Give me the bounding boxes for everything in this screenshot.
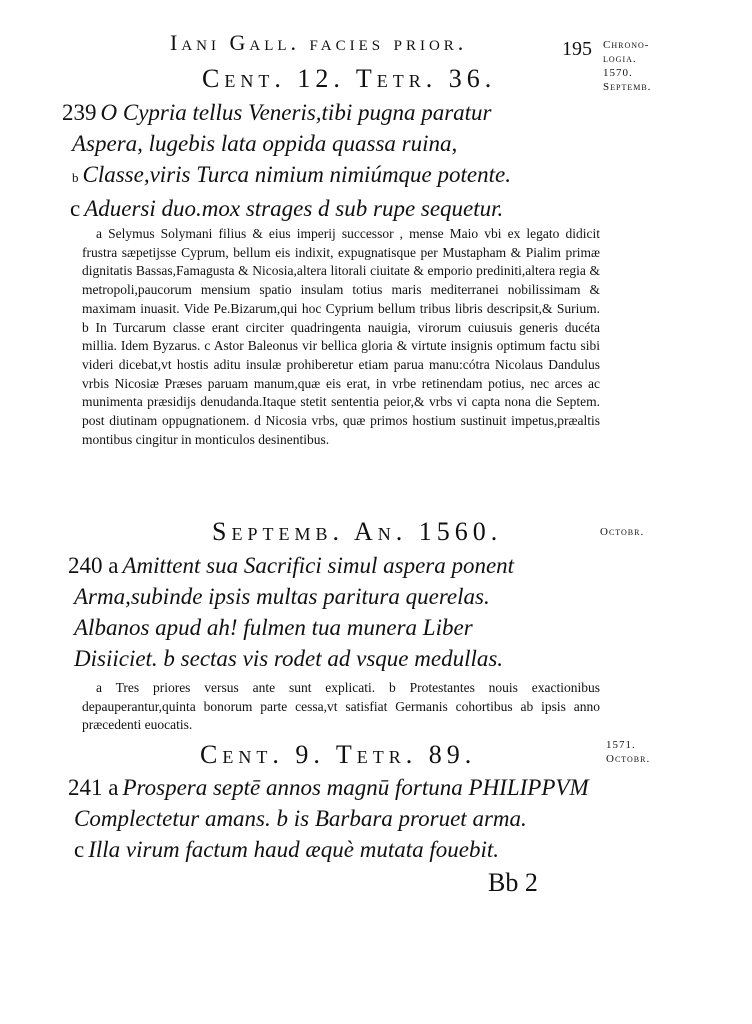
verse-line xyxy=(68,643,514,674)
quatrain-239 xyxy=(62,97,511,224)
commentary-text: a Tres priores versus ante sunt explicati. b Protestantes nouis exactionibus depauperantur,quinta bonorum parte cessa,vt satisfiat Germanis cohortibus ab ipsis anno præcedenti euocatis. xyxy=(82,680,600,733)
verse-line xyxy=(62,159,511,193)
margin-line: Septemb. xyxy=(603,81,652,93)
verse-line xyxy=(62,97,511,128)
margin-line: Octobr. xyxy=(606,753,651,765)
margin-note-1571 xyxy=(606,738,650,766)
note-marker: c xyxy=(70,196,81,221)
running-head: Iani Gall. facies prior. xyxy=(170,30,468,55)
verse-text: Illa virum factum haud æquè mutata fouebit. xyxy=(88,837,499,862)
verse-number: 240 a xyxy=(68,553,119,578)
verse-line xyxy=(68,581,514,612)
verse-text: Complectetur amans. b is Barbara proruet arma. xyxy=(74,806,527,831)
verse-number: 241 a xyxy=(68,775,119,800)
margin-line: logia. xyxy=(603,53,637,65)
quatrain-241 xyxy=(68,772,589,865)
verse-line xyxy=(68,772,589,803)
verse-line xyxy=(68,803,589,834)
margin-line: 1570. xyxy=(603,67,633,79)
verse-line xyxy=(68,550,514,581)
commentary-text: a Selymus Solymani filius & eius imperij successor , mense Maio vbi ex legato didicit frustra sæpetijsse Cyprum, bellum eis indixit, expugnatisque per Mustapham & Pialim primæ dignitatis Bassas,Famagusta & Nicosia,altera litorali ciuitate & emporio prediniti,altera regia & metropoli,paucorum mensium spatio insulam totius maris mediterranei nobilissimam & maximam inuasit. Vide Pe.Bizarum,qui hoc Cyprium bellum tribus libris descripsit,& Surium. b In Turcarum classe erant circiter quadringenta nauigia, virorum cuiusuis generis ducéta millia. Idem Byzarus. c Astor Baleonus vir bellica gloria & virtute insignis optimum factu sibi videri dicebat,vt hostis aditu insulæ prohiberetur etiam parua manu:cótra Nicolaus Dandulus vrbis Nicosiæ Præses paruam manum,quæ eis erat, in vrbe retinendam potius, nec arces ac munimenta præsidijs denudanda.Itaque stetit sententia peior,& vrbs vi capta nona die Septem. post diutinam oppugnationem. d Nicosia vrbs, quæ primos hostium sustinuit impetus,præaltis montibus cingitur in monticulos desinentibus. xyxy=(82,226,600,447)
note-marker: b xyxy=(72,170,79,185)
verse-number: 239 xyxy=(62,100,97,125)
verse-text: O Cypria tellus Veneris,tibi pugna paratur xyxy=(100,100,492,125)
margin-note-chronologia xyxy=(603,38,683,94)
verse-text: Disiiciet. b sectas vis rodet ad vsque medullas. xyxy=(74,646,504,671)
page-number: 195 xyxy=(562,38,592,60)
margin-line: Chrono- xyxy=(603,39,650,51)
verse-line xyxy=(68,834,589,865)
verse-text: Amittent sua Sacrifici simul aspera ponent xyxy=(122,553,515,578)
section-heading: Cent. 12. Tetr. 36. xyxy=(202,64,497,93)
verse-text: Albanos apud ah! fulmen tua munera Liber xyxy=(74,615,473,640)
verse-line xyxy=(68,612,514,643)
verse-text: Classe,viris Turca nimium nimiúmque potente. xyxy=(82,162,511,187)
signature-mark: Bb 2 xyxy=(488,868,538,897)
verse-text: Arma,subinde ipsis multas paritura querelas. xyxy=(74,584,490,609)
note-marker: c xyxy=(74,837,85,862)
verse-text: Prospera septē annos magnū fortuna PHILIPPVM xyxy=(122,775,589,800)
verse-text: Aduersi duo.mox strages d sub rupe sequetur. xyxy=(84,196,504,221)
verse-text: Aspera, lugebis lata oppida quassa ruina, xyxy=(72,131,458,156)
commentary-240 xyxy=(82,679,600,735)
margin-note-octobr: Octobr. xyxy=(600,526,645,538)
verse-line xyxy=(62,128,511,159)
section-heading: Cent. 9. Tetr. 89. xyxy=(200,740,477,769)
verse-line xyxy=(62,193,511,224)
commentary-239 xyxy=(82,225,600,449)
quatrain-240 xyxy=(68,550,514,674)
section-heading: Septemb. An. 1560. xyxy=(212,517,503,546)
margin-line: 1571. xyxy=(606,739,636,751)
